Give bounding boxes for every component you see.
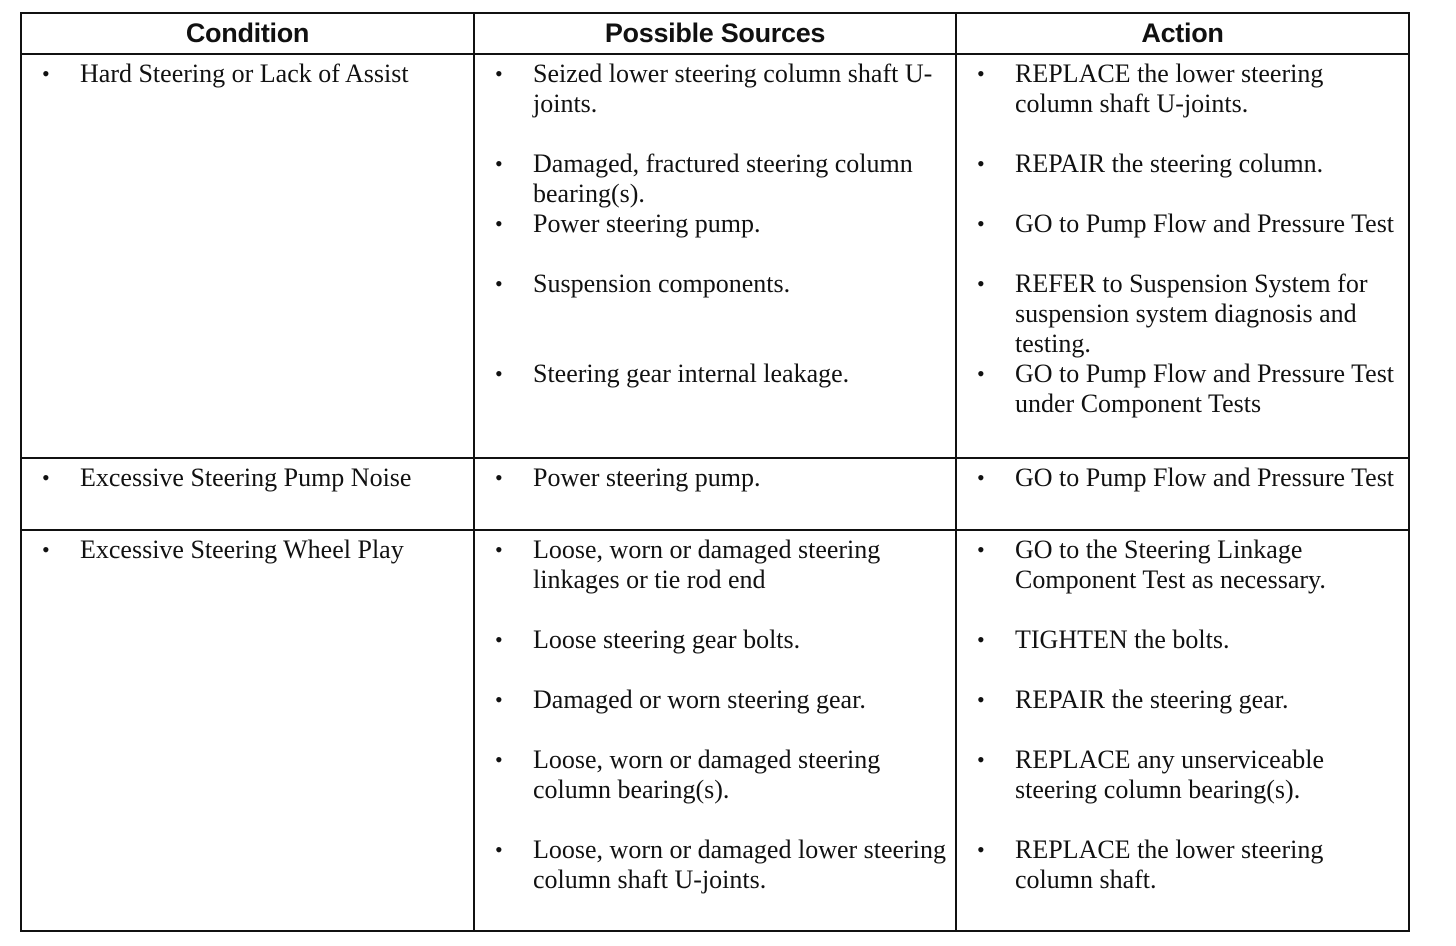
bullet-icon: • — [495, 61, 503, 86]
bullet-icon: • — [977, 271, 985, 296]
source-text: Loose, worn or damaged steering linkages or tie rod end — [533, 535, 881, 594]
bullet-icon: • — [977, 61, 985, 86]
bullet-icon: • — [495, 627, 503, 652]
condition-cell — [21, 54, 474, 458]
table-row — [21, 458, 1409, 530]
source-text: Loose, worn or damaged lower steering column shaft U-joints. — [533, 835, 946, 894]
bullet-icon: • — [495, 465, 503, 490]
condition-item — [36, 463, 467, 493]
action-item — [971, 625, 1402, 685]
action-text: REPAIR the steering column. — [1015, 149, 1324, 178]
source-item — [489, 463, 949, 493]
sources-cell — [474, 458, 956, 530]
source-item — [489, 685, 949, 745]
condition-text: Excessive Steering Wheel Play — [80, 535, 404, 564]
bullet-icon: • — [495, 211, 503, 236]
source-item — [489, 535, 949, 625]
header-row — [21, 13, 1409, 54]
action-text: REPLACE the lower steering column shaft U-joints. — [1015, 59, 1324, 118]
condition-cell — [21, 458, 474, 530]
condition-item — [36, 535, 467, 565]
action-item — [971, 269, 1402, 359]
bullet-icon: • — [495, 361, 503, 386]
table-row — [21, 54, 1409, 458]
bullet-icon: • — [42, 465, 50, 490]
source-item — [489, 269, 949, 359]
action-item — [971, 59, 1402, 149]
sources-cell — [474, 54, 956, 458]
action-text: REFER to Suspension System for suspension system diagnosis and testing. — [1015, 269, 1368, 358]
action-item — [971, 209, 1402, 269]
action-item — [971, 835, 1402, 895]
source-text: Damaged or worn steering gear. — [533, 685, 866, 714]
source-item — [489, 359, 949, 419]
action-item — [971, 463, 1402, 493]
source-text: Suspension components. — [533, 269, 791, 298]
bullet-icon: • — [977, 687, 985, 712]
bullet-icon: • — [977, 211, 985, 236]
bullet-icon: • — [495, 687, 503, 712]
action-text: GO to Pump Flow and Pressure Test — [1015, 209, 1395, 238]
action-text: REPAIR the steering gear. — [1015, 685, 1289, 714]
bullet-icon: • — [42, 537, 50, 562]
action-item — [971, 745, 1402, 835]
source-item — [489, 59, 949, 149]
source-text: Power steering pump. — [533, 209, 761, 238]
source-item — [489, 625, 949, 685]
source-item — [489, 209, 949, 269]
bullet-icon: • — [977, 151, 985, 176]
source-item — [489, 745, 949, 835]
source-item — [489, 835, 949, 895]
action-text: GO to Pump Flow and Pressure Test — [1015, 463, 1395, 492]
action-text: REPLACE any unserviceable steering column bearing(s). — [1015, 745, 1325, 804]
condition-cell — [21, 530, 474, 931]
action-text: GO to Pump Flow and Pressure Test under Component Tests — [1015, 359, 1395, 418]
condition-text: Hard Steering or Lack of Assist — [80, 59, 409, 88]
bullet-icon: • — [495, 837, 503, 862]
sources-cell — [474, 530, 956, 931]
bullet-icon: • — [495, 271, 503, 296]
bullet-icon: • — [977, 627, 985, 652]
action-text: TIGHTEN the bolts. — [1015, 625, 1230, 654]
source-text: Power steering pump. — [533, 463, 761, 492]
source-item — [489, 149, 949, 209]
action-cell — [956, 458, 1409, 530]
source-text: Seized lower steering column shaft U-joints. — [533, 59, 933, 118]
bullet-icon: • — [977, 747, 985, 772]
condition-text: Excessive Steering Pump Noise — [80, 463, 412, 492]
bullet-icon: • — [977, 465, 985, 490]
diagnosis-table — [20, 12, 1410, 932]
bullet-icon: • — [42, 61, 50, 86]
action-item — [971, 149, 1402, 209]
action-cell — [956, 54, 1409, 458]
action-item — [971, 535, 1402, 625]
bullet-icon: • — [977, 837, 985, 862]
bullet-icon: • — [495, 747, 503, 772]
bullet-icon: • — [495, 151, 503, 176]
bullet-icon: • — [495, 537, 503, 562]
table-row — [21, 530, 1409, 931]
source-text: Damaged, fractured steering column bearing(s). — [533, 149, 913, 208]
source-text: Loose steering gear bolts. — [533, 625, 801, 654]
header-action: Action — [956, 13, 1409, 54]
action-item — [971, 359, 1402, 419]
source-text: Loose, worn or damaged steering column bearing(s). — [533, 745, 881, 804]
action-cell — [956, 530, 1409, 931]
action-item — [971, 685, 1402, 745]
condition-item — [36, 59, 467, 89]
action-text: REPLACE the lower steering column shaft. — [1015, 835, 1324, 894]
header-possible-sources: Possible Sources — [474, 13, 956, 54]
source-text: Steering gear internal leakage. — [533, 359, 850, 388]
bullet-icon: • — [977, 537, 985, 562]
bullet-icon: • — [977, 361, 985, 386]
header-condition: Condition — [21, 13, 474, 54]
action-text: GO to the Steering Linkage Component Test as necessary. — [1015, 535, 1326, 594]
